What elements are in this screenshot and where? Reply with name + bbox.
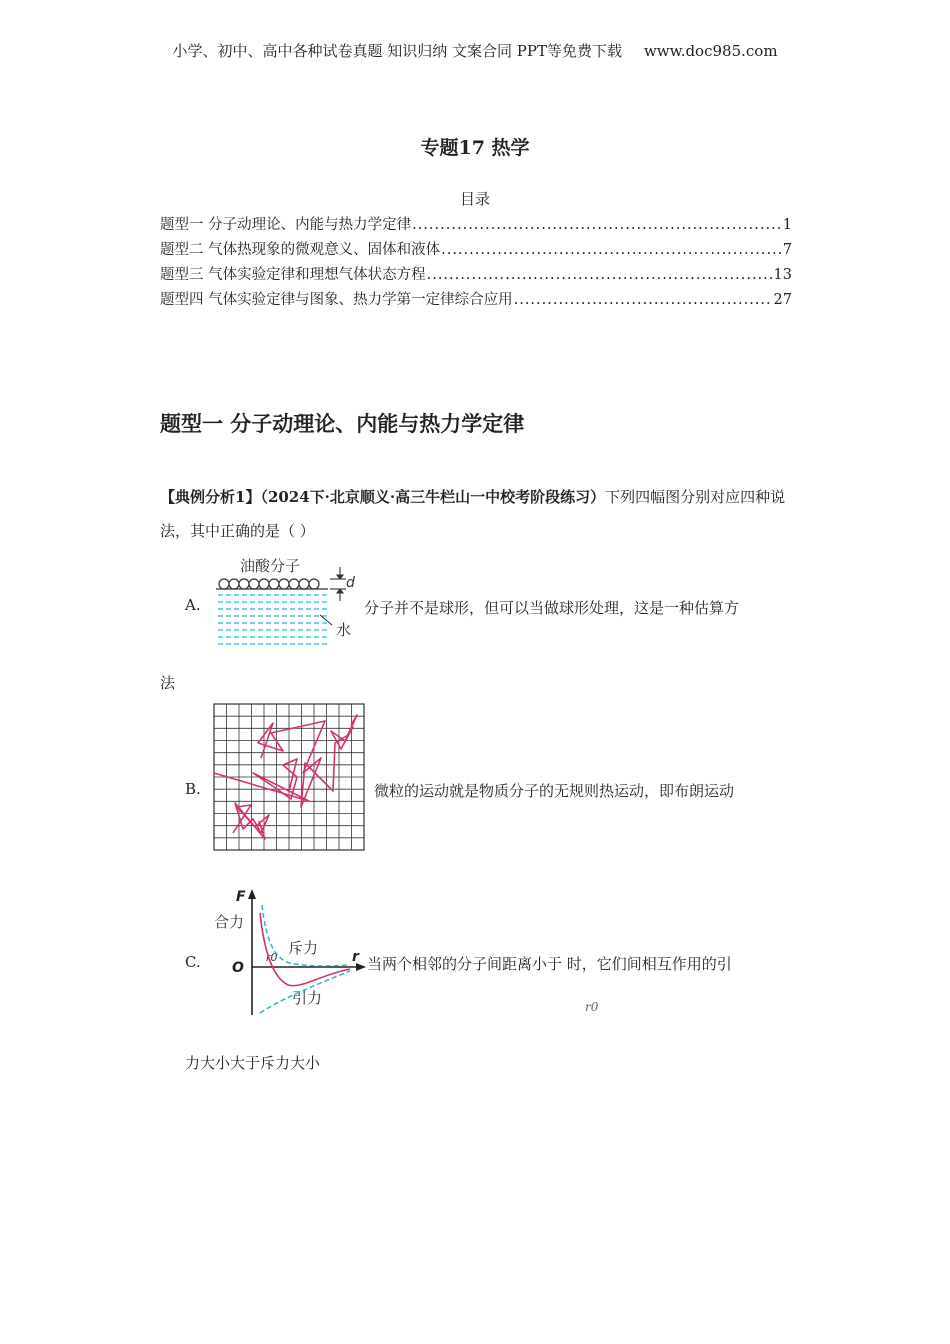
y-axis-arrow (248, 889, 256, 899)
example-question (160, 480, 792, 548)
oil-molecule-label: 油酸分子 (240, 557, 301, 575)
toc-item-label: 题型四 气体实验定律与图象、热力学第一定律综合应用 (160, 292, 513, 308)
repulsion-label: 斥力 (288, 939, 319, 957)
option-a-text: 分子并不是球形，但可以当做球形处理，这是一种估算方 (364, 599, 740, 617)
distance-axis-label: r (352, 949, 359, 965)
toc-item-page: 13 (773, 267, 792, 283)
header-left-text: 小学、初中、高中各种试卷真题 知识归纳 文案合同 PPT等免费下载 (172, 42, 622, 60)
toc-leader (441, 242, 782, 258)
toc-item[interactable] (160, 238, 792, 259)
toc-leader (427, 267, 773, 283)
oil-film-figure (212, 555, 360, 647)
option-b-letter: B. (185, 780, 201, 798)
toc-heading: 目录 (459, 190, 490, 208)
thickness-label: d (346, 575, 355, 591)
toc-item-page: 1 (782, 217, 792, 233)
example-tag: 【典例分析1】（2024下·北京顺义·高三牛栏山一中校考阶段练习） (160, 488, 606, 506)
origin-label: O (232, 960, 244, 976)
option-c-text: 当两个相邻的分子间距离小于 时，它们间相互作用的引 (367, 955, 732, 973)
page-title: 专题17 热学 (420, 137, 530, 159)
r0-marker-label: r0 (266, 951, 278, 964)
toc-leader (412, 217, 782, 233)
toc-item[interactable] (160, 213, 792, 234)
page-header (0, 40, 950, 61)
total-force-label: 合力 (214, 913, 245, 931)
option-c-letter: C. (185, 953, 201, 971)
header-url: www.doc985.com (643, 42, 778, 60)
toc-item-page: 7 (782, 242, 792, 258)
toc-item[interactable] (160, 288, 792, 309)
oil-molecules (219, 579, 319, 589)
toc-item-label: 题型三 气体实验定律和理想气体状态方程 (160, 267, 426, 283)
option-a-text-cont: 法 (160, 674, 176, 692)
option-b-text: 微粒的运动就是物质分子的无规则热运动，即布朗运动 (374, 782, 735, 800)
brownian-motion-figure (213, 703, 365, 851)
toc-item[interactable] (160, 263, 792, 284)
example-question-text: 下列四幅图分别对应四种说法，其中正确的是（ ） (160, 488, 786, 540)
toc-leader (514, 292, 773, 308)
r0-symbol: r0 (585, 1000, 599, 1014)
water-label: 水 (336, 621, 352, 639)
force-axis-label: F (236, 889, 246, 905)
option-c-text-cont: 力大小大于斥力大小 (185, 1054, 321, 1072)
section-heading: 题型一 分子动理论、内能与热力学定律 (160, 412, 525, 436)
toc-item-page: 27 (773, 292, 792, 308)
toc-item-label: 题型一 分子动理论、内能与热力学定律 (160, 217, 412, 233)
option-a-letter: A. (185, 596, 201, 614)
thickness-marker (330, 567, 346, 601)
attraction-label: 引力 (292, 989, 323, 1007)
molecular-force-figure (210, 885, 368, 1020)
water-lines (218, 595, 328, 644)
toc-item-label: 题型二 气体热现象的微观意义、固体和液体 (160, 242, 441, 258)
